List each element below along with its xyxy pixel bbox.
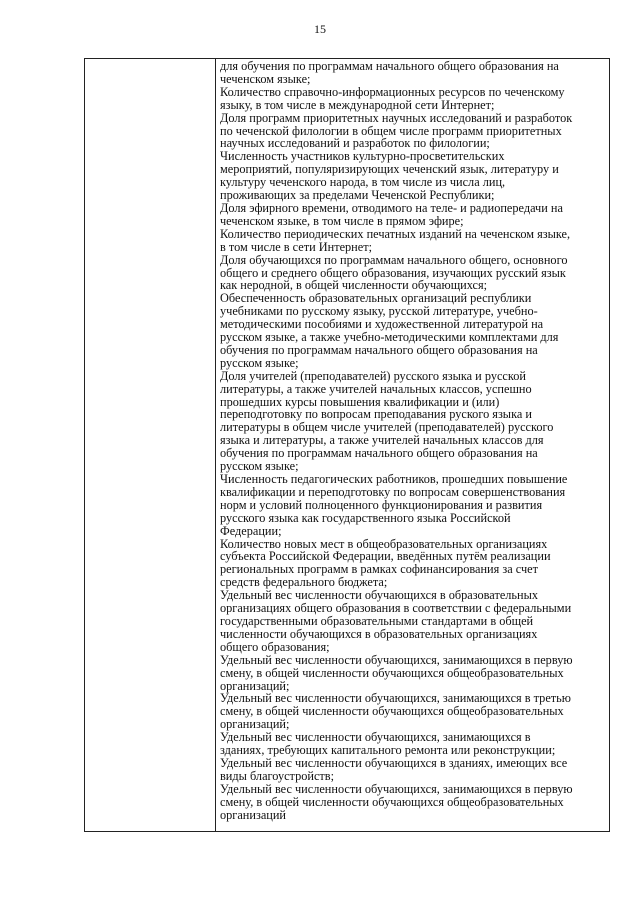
indicator-text-line: государственными образовательными стандартами в общей (220, 613, 534, 628)
indicator-text-line: зданиях, требующих капитального ремонта или реконструкции; (220, 743, 556, 758)
indicator-text-line: организаций; (220, 678, 290, 693)
indicator-text-line: Обеспеченность образовательных организаций республики (220, 291, 532, 306)
indicator-text-line: квалификации и переподготовку по вопросам совершенствования (220, 484, 566, 499)
indicator-text-line: научных исследований и разработок по филологии; (220, 136, 490, 151)
indicator-text-line: региональных программ в рамках софинансирования за счет (220, 562, 538, 577)
indicator-text-line: как неродной, в общей численности обучающихся; (220, 278, 488, 293)
indicator-text-line: Удельный вес численности обучающихся, занимающихся в первую (220, 652, 573, 667)
indicator-text-line: Численность педагогических работников, прошедших повышение (220, 472, 568, 486)
indicators-cell (220, 60, 605, 821)
column-divider (215, 59, 216, 831)
indicator-text-line: смену, в общей численности обучающихся общеобразовательных (220, 704, 564, 719)
indicator-text-line: Доля эфирного времени, отводимого на теле- и радиопередачи на (220, 200, 563, 215)
indicator-text-line: русском языке, а также учебно-методическими комплектами для (220, 330, 559, 345)
indicator-text-line: прошедших курсы повышения квалификации и (или) (220, 394, 500, 409)
page-number: 15 (314, 22, 326, 36)
indicator-text-line: организаций (220, 807, 287, 822)
indicator-text-line: субъекта Российской Федерации, введённых путём реализации (220, 549, 551, 564)
indicator-text-line: норм и условий полноценного функционирования и развития (220, 497, 543, 512)
indicator-text-line: Численность участников культурно-просветительских (220, 149, 505, 164)
indicator-text-line: Удельный вес численности обучающихся, занимающихся в третью (220, 691, 571, 706)
indicator-text-line: Количество справочно-информационных ресурсов по чеченскому (220, 84, 565, 99)
indicator-text-line: общего образования; (220, 639, 330, 654)
indicator-text-line: переподготовку по вопросам преподавания руского языка и (220, 407, 532, 422)
indicator-text-line: культуру чеченского народа, в том числе из числа лиц, (220, 175, 506, 190)
indicator-text-line: чеченском языке, в том числе в прямом эфире; (220, 213, 464, 228)
indicator-text-line: Федерации; (220, 523, 282, 538)
indicator-text-line: организациях общего образования в соответствии с федеральными (220, 601, 572, 616)
indicator-text-line: Доля учителей (преподавателей) русского языка и русской (220, 368, 526, 383)
indicator-text-line: Удельный вес численности обучающихся, занимающихся в первую (220, 781, 573, 796)
indicator-text-line: организаций; (220, 717, 290, 732)
indicator-text-line: Количество периодических печатных изданий на чеченском языке, (220, 226, 571, 241)
indicator-text-line: проживающих за пределами Чеченской Республики; (220, 188, 495, 203)
indicator-text-line: Доля обучающихся по программам начального общего, основного (220, 252, 568, 267)
left-column-cell (85, 59, 215, 831)
indicators-table (84, 58, 610, 832)
indicator-text-line: Удельный вес численности обучающихся в образовательных (220, 588, 539, 603)
indicator-text-line: обучения по программам начального общего образования на (220, 446, 538, 461)
indicator-text-line: смену, в общей численности обучающихся общеобразовательных (220, 794, 564, 809)
indicator-text-line: русском языке; (220, 459, 299, 474)
indicator-text-line: общего и среднего общего образования, изучающих русский язык (220, 265, 566, 280)
indicator-text-line: обучения по программам начального общего образования на (220, 342, 538, 357)
indicator-text-line: смену, в общей численности обучающихся общеобразовательных (220, 665, 564, 680)
indicator-text-line: русском языке; (220, 355, 299, 370)
indicator-text-line: языку, в том числе в международной сети Интернет; (220, 97, 495, 112)
indicator-text-line: языка и литературы, а также учителей начальных классов для (220, 433, 544, 448)
indicator-text-line: литературы в общем числе учителей (преподавателей) русского (220, 420, 554, 435)
indicator-text-line: для обучения по программам начального общего образования на (220, 59, 559, 73)
indicator-text-line: литературы, а также учителей начальных классов, успешно (220, 381, 532, 396)
indicator-text-line: Количество новых мест в общеобразовательных организациях (220, 536, 548, 551)
indicator-text-line: Удельный вес численности обучающихся, занимающихся в (220, 730, 531, 745)
indicator-text-line: в том числе в сети Интернет; (220, 239, 372, 254)
indicator-text-line: виды благоустройств; (220, 768, 335, 783)
indicator-text-line: по чеченской филологии в общем числе программ приоритетных (220, 123, 562, 138)
indicator-text-line: численности обучающихся в образовательных организациях (220, 626, 538, 641)
indicator-text-line: Удельный вес численности обучающихся в зданиях, имеющих все (220, 755, 568, 770)
indicator-text-line: Доля программ приоритетных научных исследований и разработок (220, 110, 573, 125)
indicator-text-line: русского языка как государственного языка Российской (220, 510, 511, 525)
indicator-text-line: средств федерального бюджета; (220, 575, 388, 590)
indicator-text-line: чеченском языке; (220, 71, 311, 86)
indicator-text-line: методическими пособиями и художественной литературой на (220, 317, 544, 332)
indicator-text-line: учебниками по русскому языку, русской литературе, учебно- (220, 304, 538, 319)
indicator-text-line: мероприятий, популяризирующих чеченский язык, литературу и (220, 162, 559, 177)
